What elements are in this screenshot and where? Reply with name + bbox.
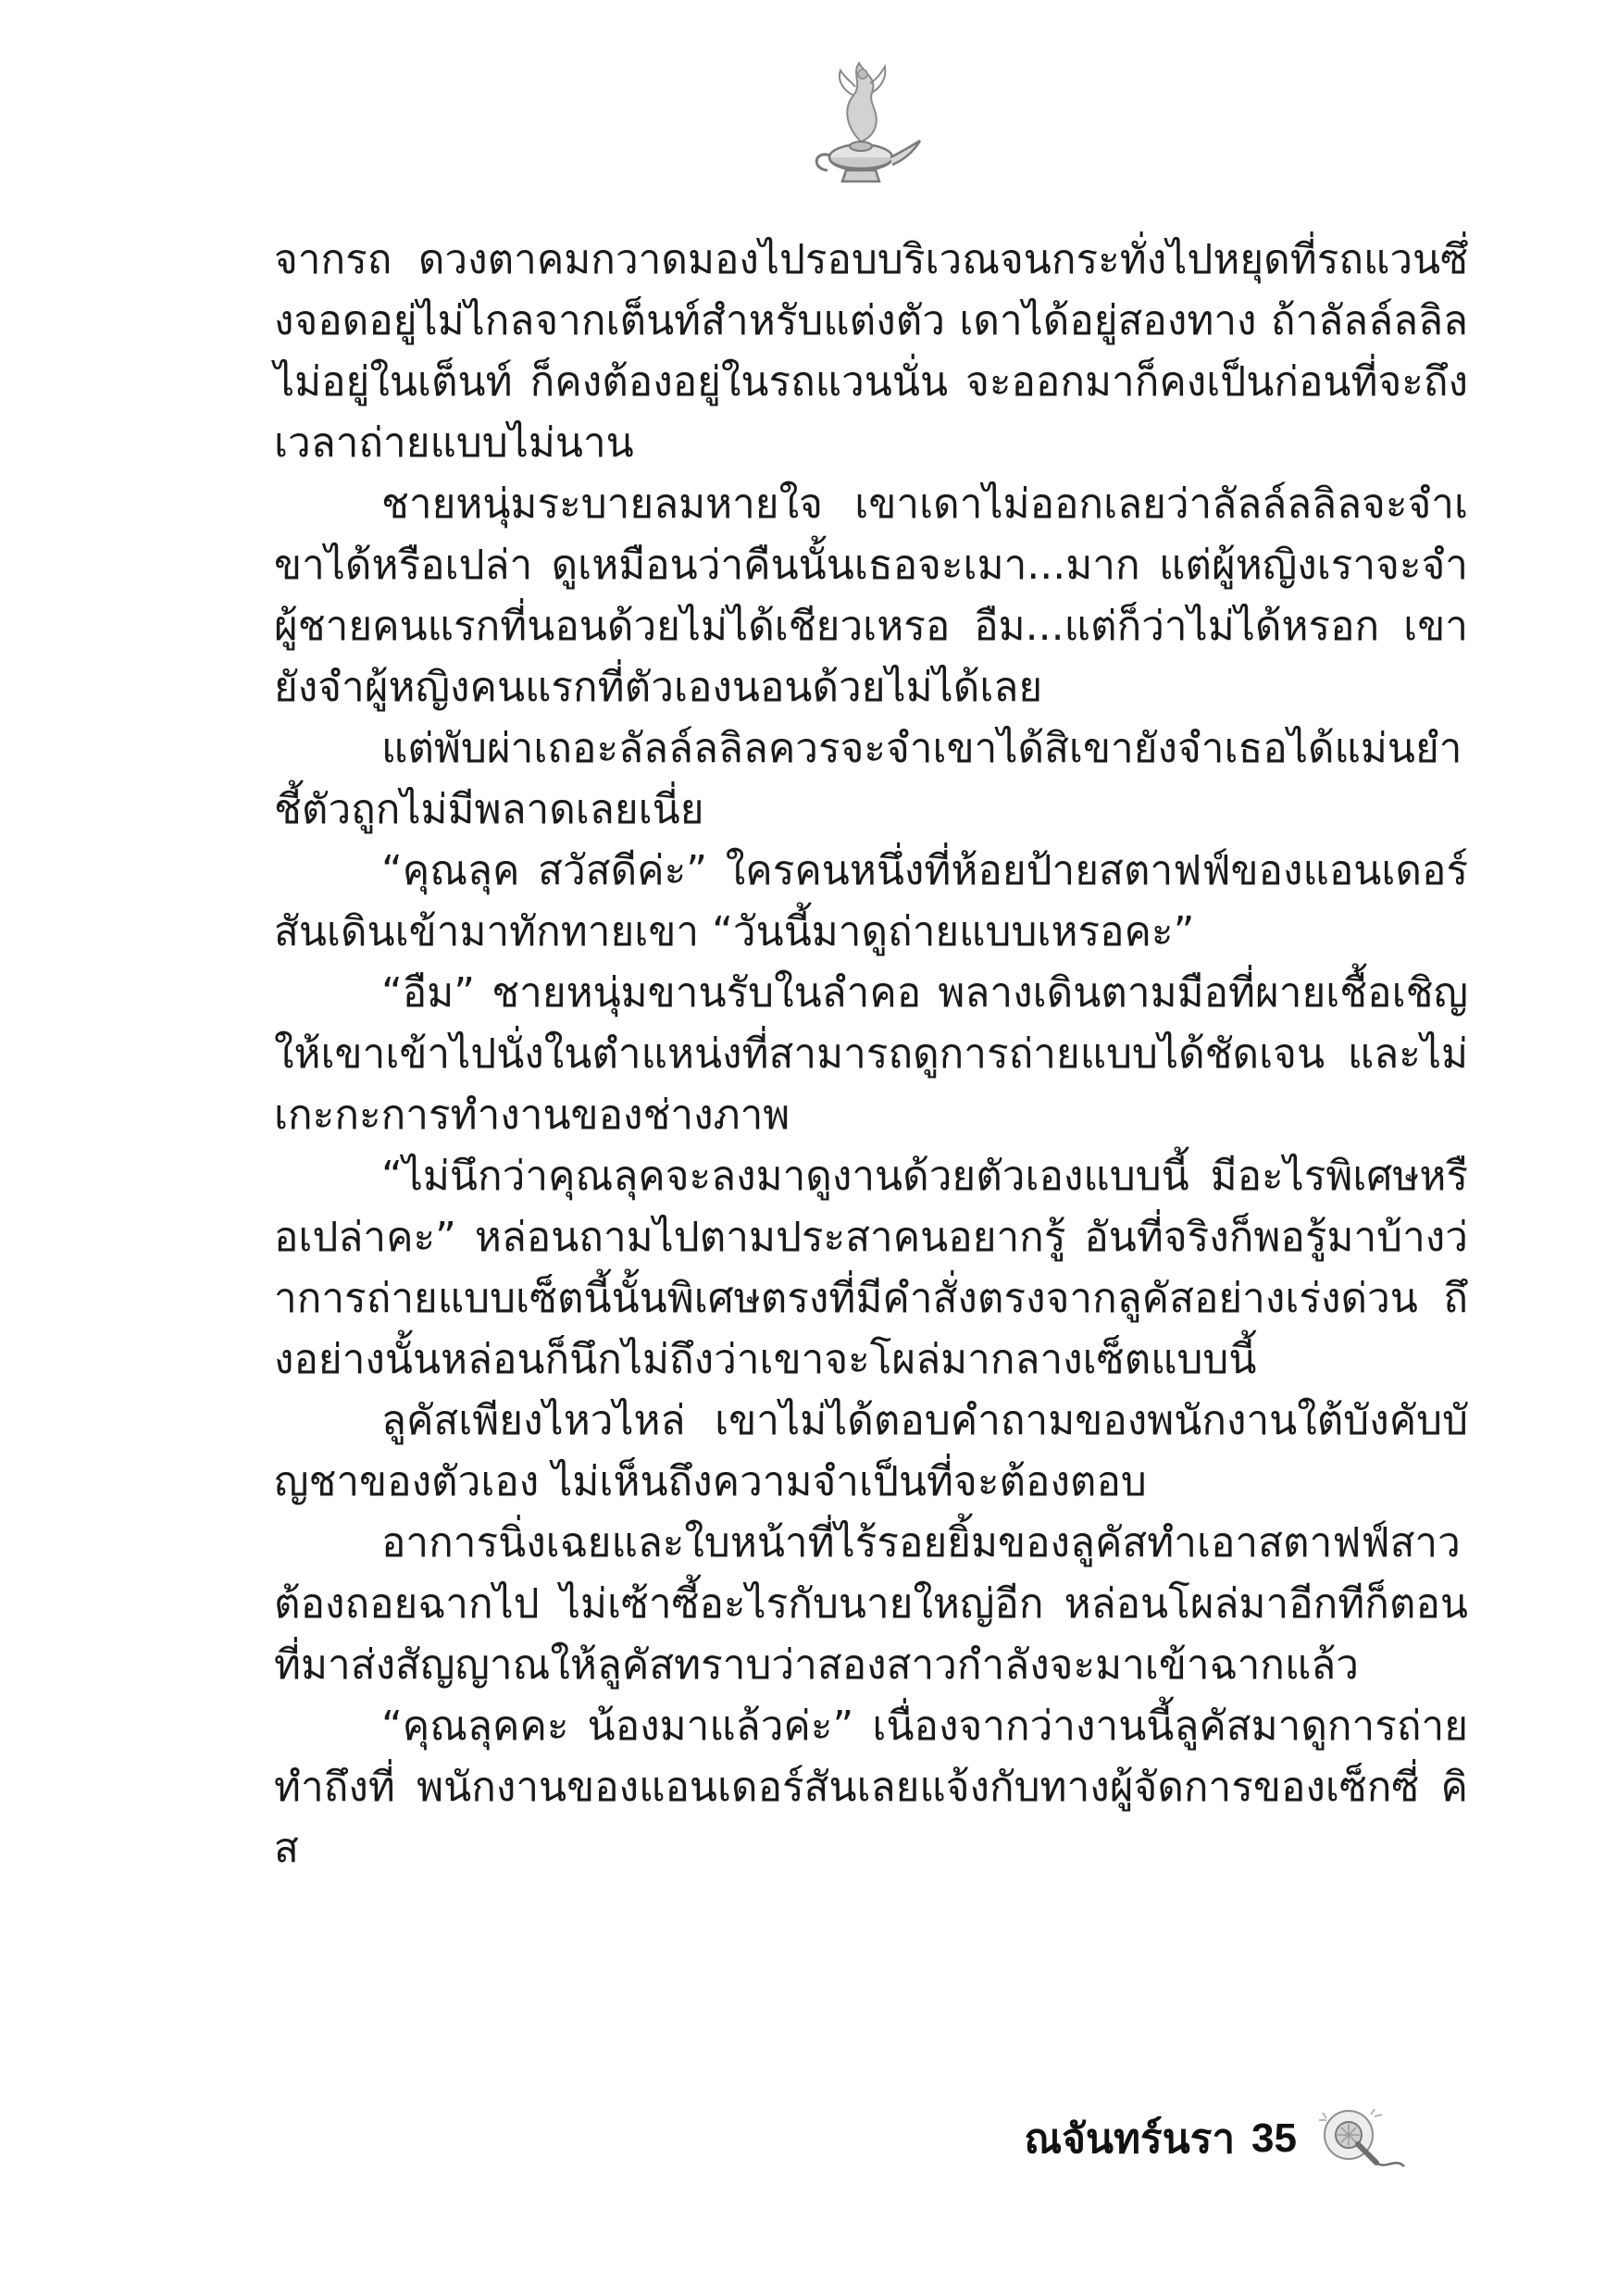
body-paragraph: จากรถ ดวงตาคมกวาดมองไปรอบบริเวณจนกระทั่งไปหยุดที่รถแวนซึ่งจอดอยู่ไม่ไกลจากเต็นท์สำหรับแต่งตัว เดาได้อยู่สองทาง ถ้าลัลล์ลลิลไม่อยู่ในเต็นท์ ก็คงต้องอยู่ในรถแวนนั่น จะออกมาก็คงเป็นก่อนที่จะถึงเวลาถ่ายแบบไม่นาน	[274, 236, 1468, 467]
author-name: ณจันทร์นรา	[1024, 2115, 1236, 2163]
body-paragraph: แต่พับผ่าเถอะลัลล์ลลิลควรจะจำเขาได้สิเขายังจำเธอได้แม่นยำชี้ตัวถูกไม่มีพลาดเลยเนี่ย	[274, 725, 1462, 833]
page-number: 35	[1251, 2115, 1297, 2161]
body-paragraph: “คุณลุคคะ น้องมาแล้วค่ะ” เนื่องจากว่างานนี้ลูคัสมาดูการถ่ายทำถึงที่ พนักงานของแอนเดอร์สันเลยแจ้งกับทางผู้จัดการของเซ็กซี่ คิส	[274, 1703, 1468, 1872]
body-paragraph: “คุณลุค สวัสดีค่ะ” ใครคนหนึ่งที่ห้อยป้ายสตาฟฟ์ของแอนเดอร์สันเดินเข้ามาทักทายเขา “วันนี้มาดูถ่ายแบบเหรอคะ”	[274, 847, 1468, 955]
body-paragraph: อาการนิ่งเฉยและใบหน้าที่ไร้รอยยิ้มของลูคัสทำเอาสตาฟฟ์สาวต้องถอยฉากไป ไม่เซ้าซี้อะไรกับนายใหญ่อีก หล่อนโผล่มาอีกทีก็ตอนที่มาส่งสัญญาณให้ลูคัสทราบว่าสองสาวกำลังจะมาเข้าฉากแล้ว	[274, 1519, 1468, 1689]
body-paragraph: “อืม” ชายหนุ่มขานรับในลำคอ พลางเดินตามมือที่ผายเชื้อเชิญให้เขาเข้าไปนั่งในตำแหน่งที่สามารถดูการถ่ายแบบได้ชัดเจน และไม่เกะกะการทำงานของช่างภาพ	[274, 969, 1468, 1139]
body-paragraph: “ไม่นึกว่าคุณลุคจะลงมาดูงานด้วยตัวเองแบบนี้ มีอะไรพิเศษหรือเปล่าคะ” หล่อนถามไปตามประสาคนอยากรู้ อันที่จริงก็พอรู้มาบ้างว่าการถ่ายแบบเซ็ตนี้นั้นพิเศษตรงที่มีคำสั่งตรงจากลูคัสอย่างเร่งด่วน ถึงอย่างนั้นหล่อนก็นึกไม่ถึงว่าเขาจะโผล่มากลางเซ็ตแบบนี้	[274, 1153, 1468, 1383]
body-text	[274, 230, 1468, 1879]
body-paragraph: ชายหนุ่มระบายลมหายใจ เขาเดาไม่ออกเลยว่าลัลล์ลลิลจะจำเขาได้หรือเปล่า ดูเหมือนว่าคืนนั้นเธอจะเมา...มาก แต่ผู้หญิงเราจะจำผู้ชายคนแรกที่นอนด้วยไม่ได้เชียวเหรอ อืม...แต่ก็ว่าไม่ได้หรอก เขายังจำผู้หญิงคนแรกที่ตัวเองนอนด้วยไม่ได้เลย	[274, 480, 1468, 711]
genie-lamp-icon	[796, 54, 926, 193]
microphone-icon	[1308, 2102, 1410, 2176]
body-paragraph: ลูคัสเพียงไหวไหล่ เขาไม่ได้ตอบคำถามของพนักงานใต้บังคับบัญชาของตัวเอง ไม่เห็นถึงความจำเป็นที่จะต้องตอบ	[274, 1397, 1468, 1505]
page-footer	[1024, 2102, 1410, 2176]
